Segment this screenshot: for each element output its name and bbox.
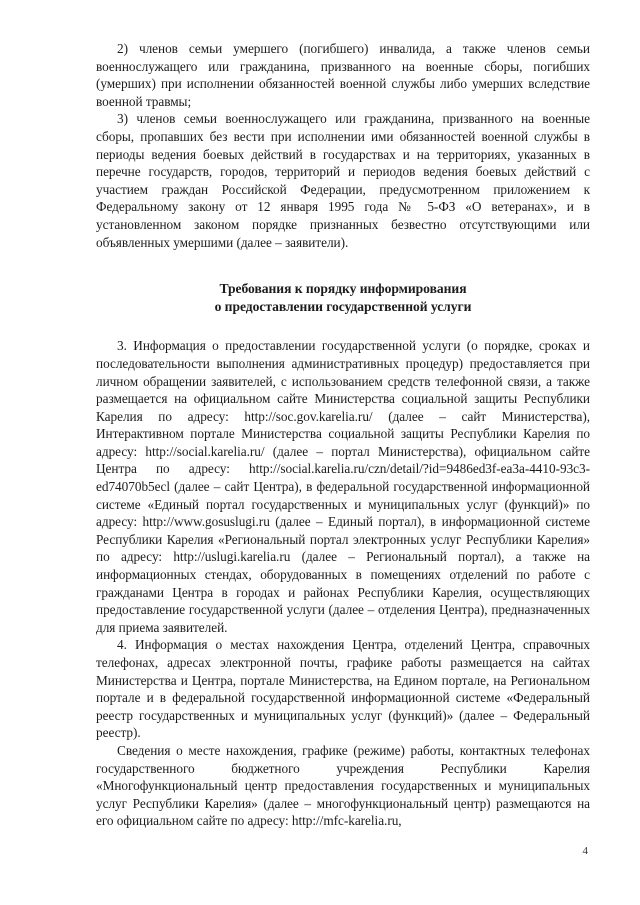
paragraph-item-3: 3. Информация о предоставлении государственной услуги (о порядке, сроках и последовательности выполнения административных процедур) предоставляется при личном обращении заявителей, с использованием средств телефонной связи, а также размещается на официальном сайте Министерства социальной защиты Республики Карелия по адресу: http://soc.gov.karelia.ru/ (далее – сайт Министерства), Интерактивном портале Министерства социальной защиты Республики Карелия по адресу: http://social.karelia.ru/ (далее – портал Министерства), официальном сайте Центра по адресу: http://social.karelia.ru/czn/detail/?id=9486ed3f-ea3a-4410-93c3-ed74070b5ecl (далее – сайт Центра), в федеральной государственной информационной системе «Единый портал государственных и муниципальных услуг (функций)» по адресу: http://www.gosuslugi.ru (далее – Единый портал), в информационной системе Республики Карелия «Региональный портал электронных услуг Республики Карелия» по адресу: http://uslugi.karelia.ru (далее – Региональный портал), а также на информационных стендах, оборудованных в помещениях отделений по работе с гражданами Центра в городах и районах Республики Карелия, осуществляющих предоставление государственной услуги (далее – отделения Центра), предназначенных для приема заявителей. (96, 338, 590, 635)
section-heading-line-2: о предоставлении государственной услуги (214, 298, 472, 314)
page-number: 4 (582, 845, 588, 857)
paragraph-mfc-info: Сведения о месте нахождения, графике (режиме) работы, контактных телефонах государственного бюджетного учреждения Республики Карелия «Многофункциональный центр предоставления государственных и муниципальных услуг Республики Карелия» (далее – многофункциональный центр) размещаются на его официальном сайте по адресу: http://mfc-karelia.ru, (96, 742, 590, 829)
paragraph-item-4: 4. Информация о местах нахождения Центра, отделений Центра, справочных телефонах, адресах электронной почты, графике работы размещается на сайтах Министерства и Центра, портале Министерства, на Едином портале, на Региональном портале и в федеральной государственной информационной системе «Федеральный реестр государственных и муниципальных услуг (функций)» (далее – Федеральный реестр). (96, 637, 590, 741)
section-heading-line-1: Требования к порядку информирования (219, 281, 467, 297)
section-heading (96, 280, 590, 315)
paragraph-family-deceased-invalid: 2) членов семьи умершего (погибшего) инвалида, а также членов семьи военнослужащего или гражданина, призванного на военные сборы, погибших (умерших) при исполнении обязанностей военной службы либо умерших вследствие военной травмы; (96, 41, 590, 109)
document-body (96, 40, 590, 830)
paragraph-family-missing: 3) членов семьи военнослужащего или гражданина, призванного на военные сборы, пропавших без вести при исполнении ими обязанностей военной службы в периоды ведения боевых действий в государствах и на территориях, указанных в перечне государств, городов, территорий и периодов ведения боевых действий с участием граждан Российской Федерации, предусмотренном приложением к Федеральному закону от 12 января 1995 года № 5-ФЗ «О ветеранах», и в установленном законом порядке признанных безвестно отсутствующими или объявленных умершими (далее – заявители). (96, 111, 590, 250)
